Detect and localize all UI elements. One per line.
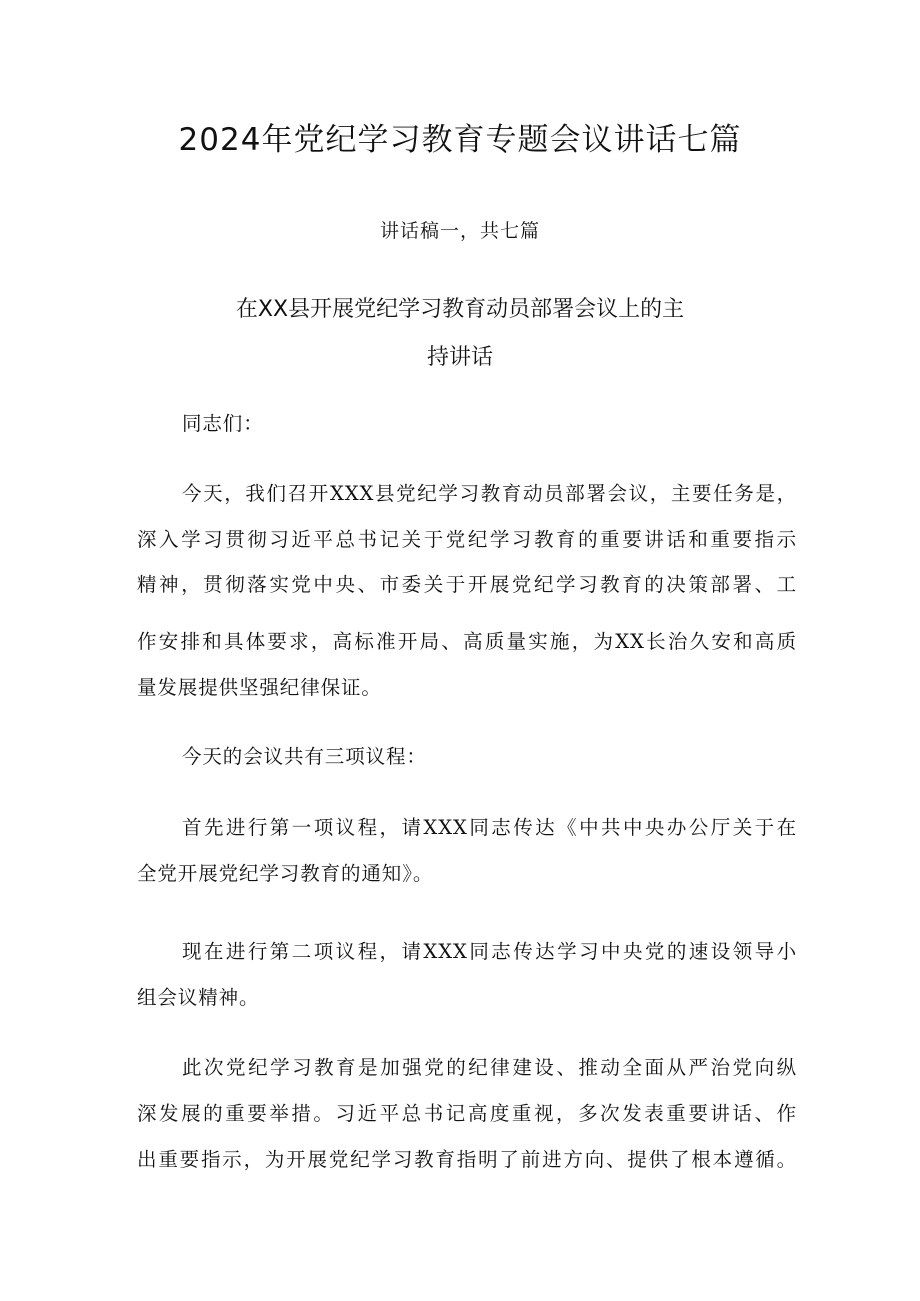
paragraph-line: 今天的会议共有三项议程： <box>182 745 427 768</box>
paragraph-line: 全党开展党纪学习教育的通知》。 <box>137 862 434 885</box>
paragraph-line: 现在进行第二项议程，请XXX同志传达学习中央党的速设领导小 <box>182 940 797 963</box>
paragraph-line: 量发展提供坚强纪律保证。 <box>137 676 382 699</box>
paragraph-line: 精神，贯彻落实党中央、市委关于开展党纪学习教育的决策部署、工 <box>137 573 797 596</box>
paragraph-line: 今天，我们召开XXX县党纪学习教育动员部署会议，主要任务是， <box>182 482 797 505</box>
paragraph-line: 深入学习贯彻习近平总书记关于党纪学习教育的重要讲话和重要指示 <box>137 528 797 551</box>
document-subtitle: 讲话稿一，共七篇 <box>379 220 540 242</box>
document-title: 2024年党纪学习教育专题会议讲话七篇 <box>178 122 742 158</box>
paragraph-line: 作安排和具体要求，高标准开局、高质量实施，为XX长治久安和高质 <box>137 630 797 653</box>
paragraph-line: 出重要指示，为开展党纪学习教育指明了前进方向、提供了根本遵循。 <box>137 1148 797 1171</box>
paragraph-line: 组会议精神。 <box>137 986 260 1009</box>
paragraph-line: 首先进行第一项议程，请XXX同志传达《中共中央办公厅关于在 <box>182 816 797 839</box>
paragraph-line: 此次党纪学习教育是加强党的纪律建设、推动全面从严治党向纵 <box>182 1056 797 1079</box>
paragraph-line: 深发展的重要举措。习近平总书记高度重视，多次发表重要讲话、作 <box>137 1102 797 1125</box>
speech-title-line-2: 持讲话 <box>426 345 493 370</box>
greeting: 同志们： <box>182 412 264 435</box>
speech-title-line-1: 在XX县开展党纪学习教育动员部署会议上的主 <box>235 297 685 322</box>
